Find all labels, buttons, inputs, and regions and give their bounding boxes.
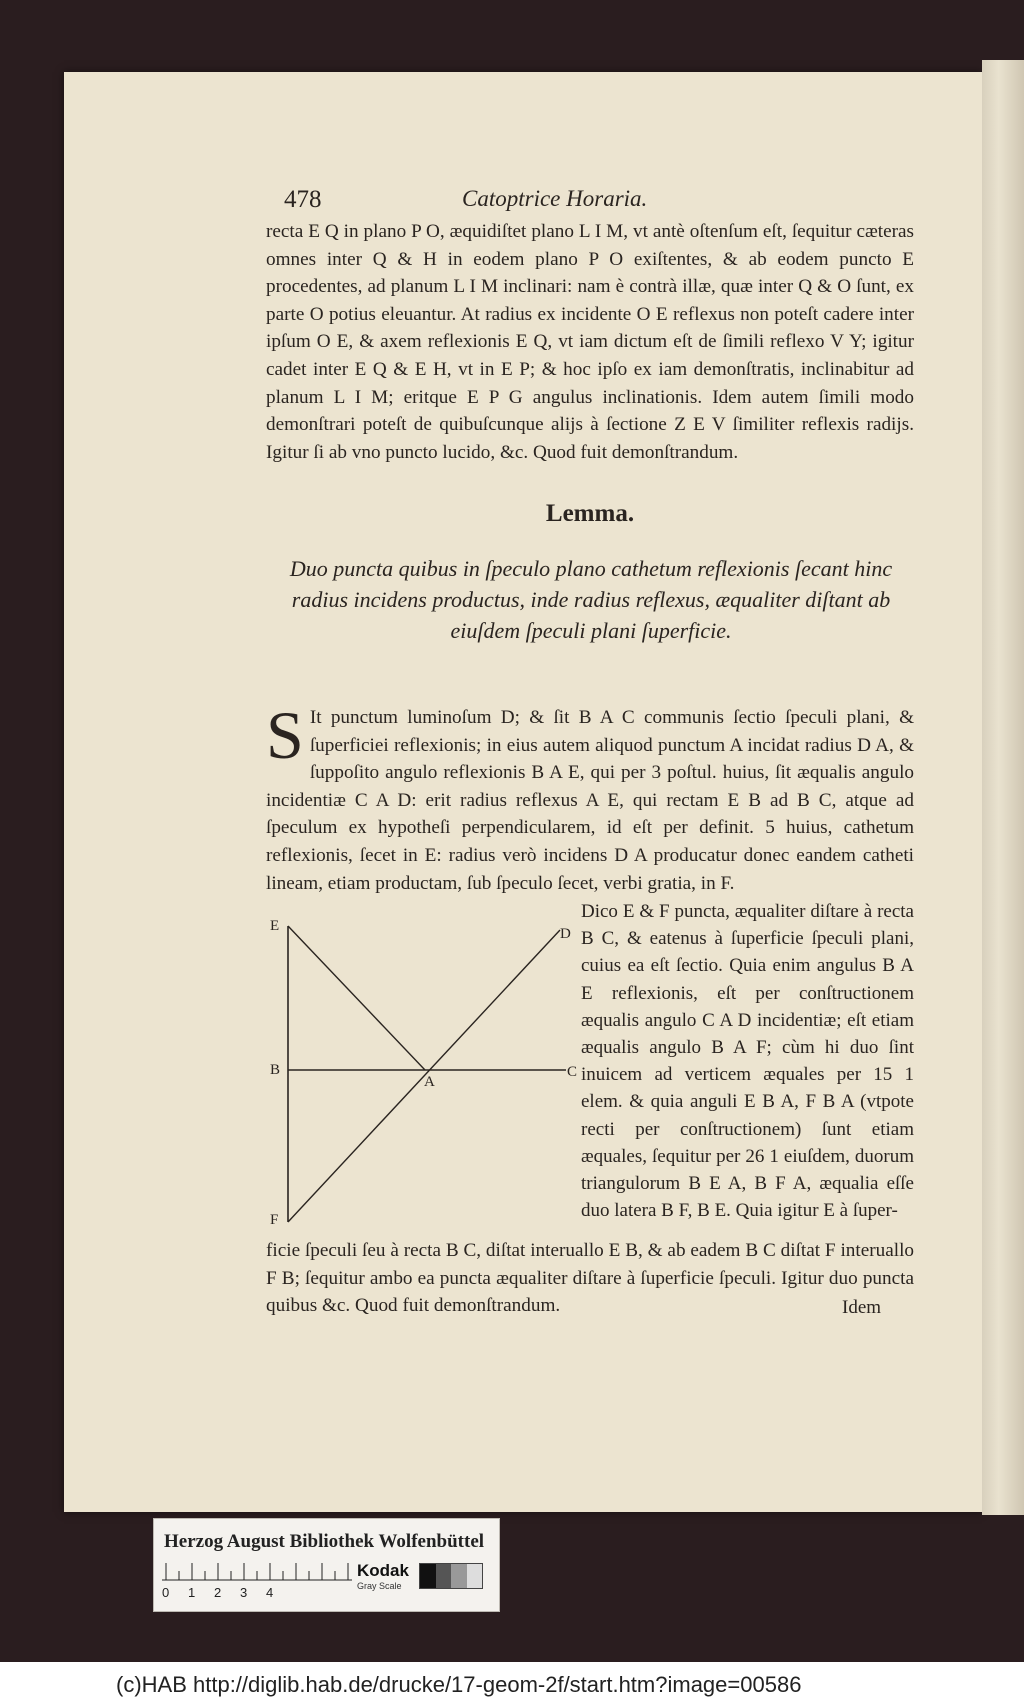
right-column-text: Dico E & F puncta, æqualiter diſtare à recta B C, & eatenus à ſuperficie ſpeculi plani, cuius ea eſt ſectio. Quia enim angulus B A E reflexionis, eſt per conſtructionem æqualis angulo C A D incidentiæ; eſt etiam æqualis angulo B A F; cùm hi duo ſint inuicem ad verticem æquales per 15 1 elem. & quia anguli E B A, F B A (vtpote recti per conſtructionem) ſunt etiam æquales, ſequitur per 26 1 eiuſdem, duorum triangulorum B E A, B F A, æqualia eſſe duo latera B F, B E. Quia igitur E à ſuper- [581,901,914,1222]
gray-scale-swatches [419,1563,483,1589]
intro-paragraph: recta E Q in plano P O, æquidiſtet plano L I M, vt antè oſtenſum eſt, ſequitur cæteras omnes inter Q & H in eodem plano P O exiſtentes, & ab eodem puncto E procedentes, ad planum L I M inclinari: nam è contrà illæ, quæ inter Q & O ſunt, ex parte O potius eleuantur. At radius ex incidente O E reflexus non poteſt cadere inter ipſum O E, & axem reflexionis E Q, vt iam dictum eſt de ſimili reflexo V Y; igitur cadet inter E Q & E H, vt in E P; & hoc ipſo ex iam demonſtratis, inclinabitur ad planum L I M; eritque E P G angulus inclinationis. Idem autem ſimili modo demonſtrari poteſt de quibuſcunque alijs à ſectione Z E V ſimiliter reflexis radijs. Igitur ſi ab vno puncto lucido, &c. Quod fuit demonſtrandum. [266,221,914,463]
closing-paragraph-block [266,1237,914,1320]
intro-paragraph-block [266,218,914,466]
geometric-figure [268,916,578,1232]
catchword: Idem [842,1297,882,1318]
footer-credit: (c)HAB http://diglib.hab.de/drucke/17-geom-2f/start.htm?image=00586 [116,1672,802,1697]
ruler-numbers [162,1585,292,1600]
label-F: F [270,1212,279,1228]
ruler-number: 3 [240,1585,248,1600]
running-title: Catoptrice Horaria. [462,186,648,211]
label-D: D [560,926,571,942]
page-edge [982,60,1024,1515]
ruler-number: 4 [266,1585,274,1600]
page-number: 478 [284,186,322,213]
lemma-title: Lemma. [545,500,635,527]
label-B: B [270,1062,281,1078]
main-paragraph: It punctum luminoſum D; & ſit B A C communis ſectio ſpeculi plani, & ſuperficiei reflexionis; in eius autem aliquod punctum A incidat radius D A, & ſuppoſito angulo reflexionis B A E, qui per 3 poſtul. huius, ſit æqualis angulo incidentiæ C A D: erit radius reflexus A E, qui rectam E B ad B C, atque ad ſpeculum ex hypotheſi perpendicularem, id eſt per definit. 5 huius, cathetum reflexionis, ſecet in E: radius verò incidens D A producatur donec eandem catheti lineam, etiam productam, ſub ſpeculo ſecet, verbi gratia, in F. [266,707,914,894]
label-A: A [424,1074,435,1090]
drop-cap: S [266,697,304,773]
page-header [284,186,914,220]
ruler-number: 0 [162,1585,170,1600]
kodak-subtitle: Gray Scale [357,1581,402,1591]
ruler [162,1559,352,1581]
ruler-number: 1 [188,1585,196,1600]
reference-card [153,1518,500,1612]
line-EA [288,926,425,1070]
label-E: E [270,918,280,934]
main-paragraph-block [266,697,914,897]
library-title: Herzog August Bibliothek Wolfenbüttel [164,1531,485,1552]
closing-paragraph: ficie ſpeculi ſeu à recta B C, diſtat interuallo E B, & ab eadem B C diſtat F interuallo F B; ſequitur ambo ea puncta æqualiter diſtare à ſuperficie ſpeculi. Igitur duo puncta quibus &c. Quod fuit demonſtrandum. [266,1240,914,1317]
label-C: C [567,1064,578,1080]
lemma-statement: Duo puncta quibus in ſpeculo plano cathetum reflexionis ſecant hinc radius incidens productus, inde radius reflexus, æqualiter diſtant ab eiuſdem ſpeculi plani ſuperficie. [289,556,893,643]
kodak-logo: Kodak [357,1561,409,1580]
ruler-number: 2 [214,1585,222,1600]
